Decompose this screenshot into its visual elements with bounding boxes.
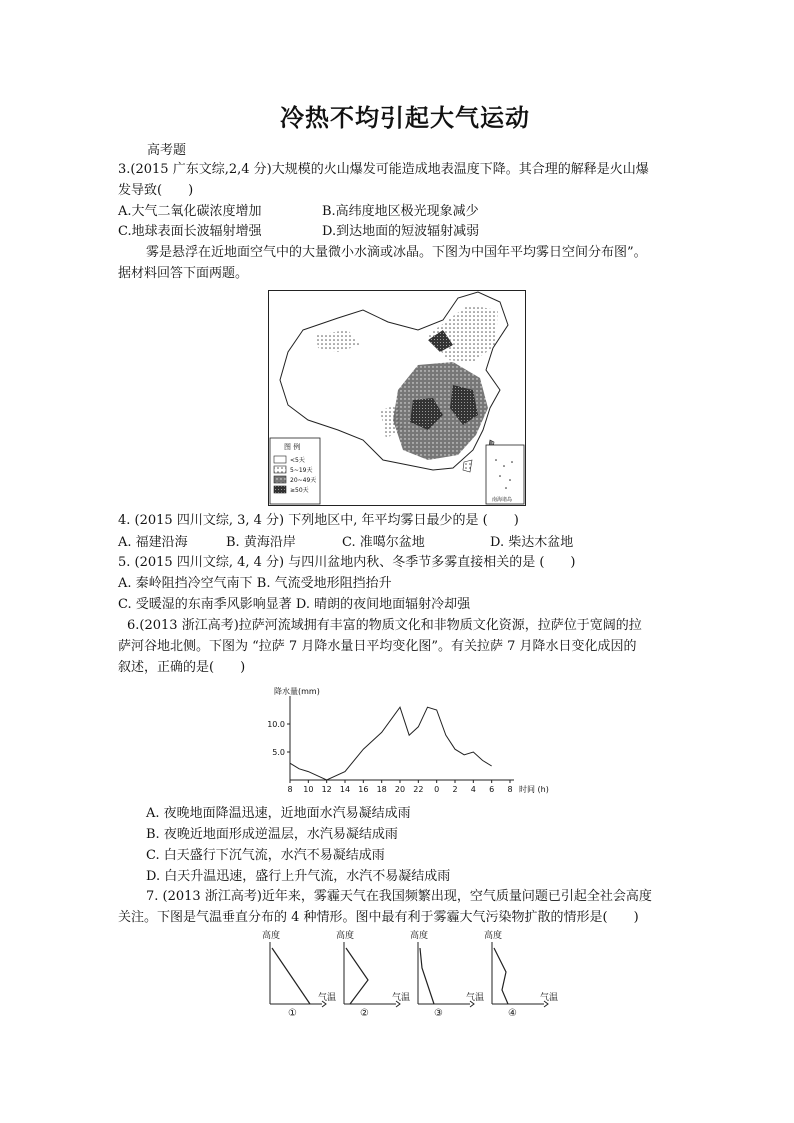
q5-options-ab: A. 秦岭阻挡冷空气南下 B. 气流受地形阻挡抬升: [118, 576, 392, 591]
x-tick-label: 6: [489, 785, 495, 794]
profile-line-2: [346, 948, 368, 1004]
x-tick-label: 8: [287, 785, 293, 794]
legend-label-1: <5天: [290, 457, 305, 464]
fog-days-map: [268, 290, 526, 506]
panel-4-xlabel: 气温: [540, 993, 559, 1003]
panel-4-number: ④: [508, 1008, 517, 1018]
q3-option-a: A.大气二氧化碳浓度增加: [118, 204, 262, 219]
q6-option-b: B. 夜晚近地面形成逆温层，水汽易凝结成雨: [146, 827, 398, 842]
material-line1: 雾是悬浮在近地面空气中的大量微小水滴或冰晶。下图为中国年平均雾日空间分布图”。: [146, 245, 647, 260]
panel-1-ylabel: 高度: [262, 931, 281, 941]
q3-option-c: C.地球表面长波辐射增强: [118, 224, 262, 239]
q7-stem-line2: 关注。下图是气温垂直分布的 4 种情形。图中最有利于雾霾大气污染物扩散的情形是( ): [118, 910, 639, 925]
profile-panel-3: [410, 929, 484, 1018]
profile-line-4: [494, 948, 508, 1004]
x-tick-label: 12: [321, 785, 332, 794]
q4-option-d: D. 柴达木盆地: [490, 535, 574, 550]
profile-panel-2: [336, 929, 410, 1018]
panel-4-ylabel: 高度: [484, 931, 503, 941]
q7-stem-line1: 7. (2013 浙江高考)近年来，雾霾天气在我国频繁出现，空气质量问题已引起全社会高度: [146, 889, 652, 904]
q4-option-a: A. 福建沿海: [118, 535, 188, 550]
x-tick-label: 18: [376, 785, 387, 794]
section-label: 高考题: [147, 143, 187, 158]
panel-3-number: ③: [434, 1008, 443, 1018]
q6-stem-line3: 叙述，正确的是( ): [118, 660, 246, 675]
q5-stem: 5. (2015 四川文综, 4, 4 分) 与四川盆地内秋、冬季节多雾直接相关的是 ( ): [118, 555, 576, 570]
profile-panel-4: [484, 929, 558, 1018]
temperature-profiles: [262, 928, 562, 1018]
x-axis-label: 时间 (h): [519, 785, 549, 794]
x-tick-label: 10: [303, 785, 314, 794]
q6-option-c: C. 白天盛行下沉气流，水汽不易凝结成雨: [146, 848, 385, 863]
x-tick-label: 16: [358, 785, 369, 794]
q3-stem-line1: 3.(2015 广东文综,2,4 分)大规模的火山爆发可能造成地表温度下降。其合理的解释是火山爆: [118, 162, 649, 177]
q4-stem: 4. (2015 四川文综, 3, 4 分) 下列地区中, 年平均雾日最少的是 ( ): [118, 513, 519, 528]
q3-option-d: D.到达地面的短波辐射减弱: [322, 224, 480, 239]
y-axis-label: 降水量(mm): [274, 687, 320, 696]
panel-2-xlabel: 气温: [392, 993, 411, 1003]
x-tick-label: 22: [413, 785, 424, 794]
page-title: 冷热不均引起大气运动: [280, 103, 530, 132]
x-tick-label: 14: [339, 785, 351, 794]
material-line2: 据材料回答下面两题。: [118, 266, 249, 281]
q6-stem-line1: 6.(2013 浙江高考)拉萨河流域拥有丰富的物质文化和非物质文化资源，拉萨位于宽阔的拉: [127, 618, 642, 633]
q4-option-c: C. 准噶尔盆地: [342, 535, 425, 550]
x-tick-label: 20: [394, 785, 406, 794]
profile-line-1: [272, 948, 310, 1004]
profile-line-3: [420, 948, 434, 1004]
precipitation-chart: [262, 684, 562, 808]
legend-label-4: ≥50天: [290, 487, 309, 494]
panel-1-number: ①: [288, 1008, 297, 1018]
legend-label-2: 5~19天: [290, 467, 313, 474]
q3-option-b: B.高纬度地区极光现象减少: [322, 204, 479, 219]
x-tick-label: 0: [434, 785, 440, 794]
profile-panel-1: [262, 929, 336, 1018]
panel-2-ylabel: 高度: [336, 931, 355, 941]
series-line: [290, 707, 492, 780]
x-tick-label: 2: [452, 785, 458, 794]
q4-option-b: B. 黄海沿岸: [226, 535, 296, 550]
q6-option-a: A. 夜晚地面降温迅速，近地面水汽易凝结成雨: [146, 806, 411, 821]
q3-stem-line2: 发导致( ): [118, 183, 194, 198]
map-legend-title: 图 例: [284, 443, 301, 451]
x-tick-label: 4: [470, 785, 476, 794]
panel-1-xlabel: 气温: [318, 993, 337, 1003]
y-tick-label: 5.0: [272, 748, 285, 757]
x-tick-label: 8: [507, 785, 513, 794]
q6-stem-line2: 萨河谷地北侧。下图为 “拉萨 7 月降水量日平均变化图”。有关拉萨 7 月降水日变化成因的: [118, 639, 637, 654]
legend-label-3: 20~49天: [290, 477, 317, 484]
panel-3-xlabel: 气温: [466, 993, 485, 1003]
y-tick-label: 10.0: [267, 720, 285, 729]
panel-2-number: ②: [360, 1008, 369, 1018]
q6-option-d: D. 白天升温迅速，盛行上升气流，水汽不易凝结成雨: [146, 869, 451, 884]
inset-label: 南海诸岛: [492, 497, 513, 503]
panel-3-ylabel: 高度: [410, 931, 429, 941]
q5-options-cd: C. 受暖湿的东南季风影响显著 D. 晴朗的夜间地面辐射冷却强: [118, 597, 471, 612]
